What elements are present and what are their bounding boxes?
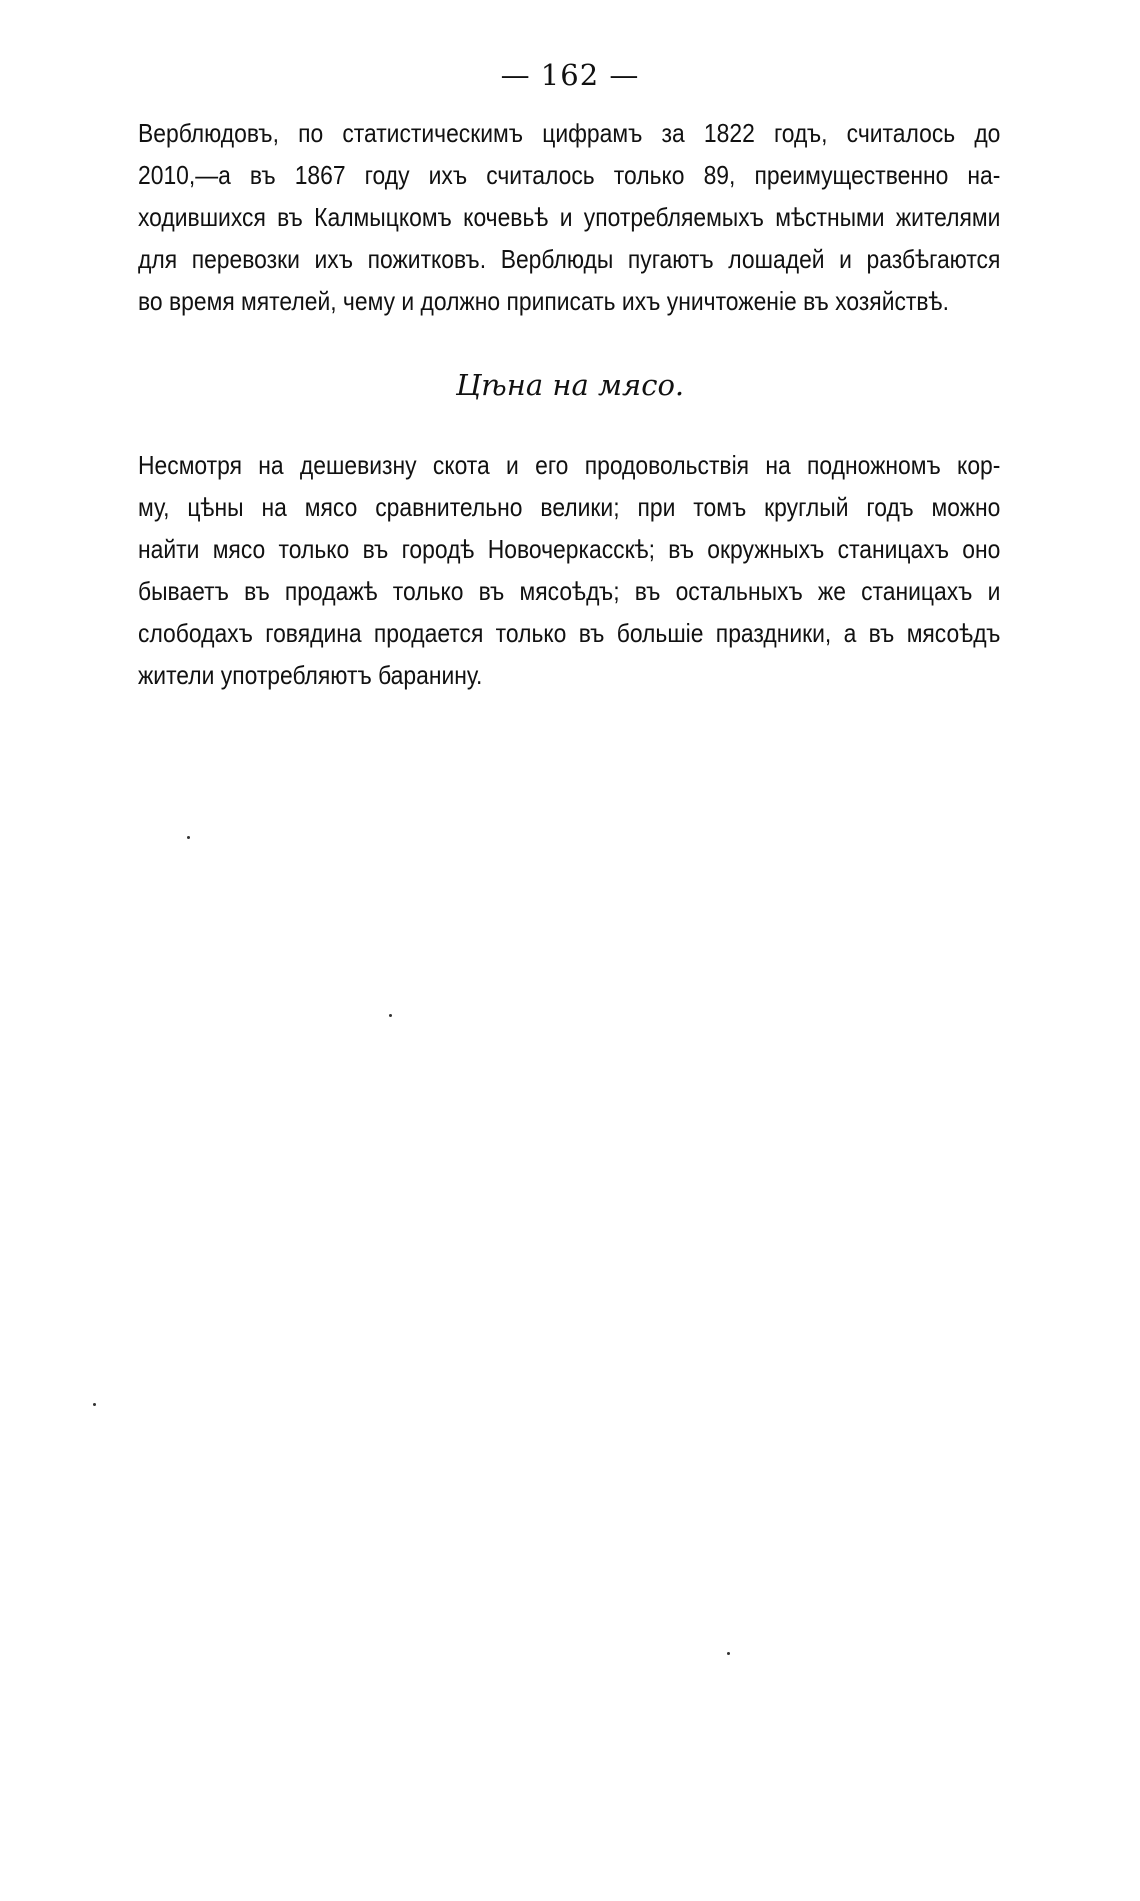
text-line: найти мясо только въ городѣ Новочеркасскѣ; въ окружныхъ станицахъ оно [138, 534, 1001, 564]
text-line: 2010,—а въ 1867 году ихъ считалось только 89, преимущественно на- [138, 160, 1001, 190]
text-line: жители употребляютъ баранину. [138, 660, 483, 690]
paragraph-meat-prices [138, 444, 1000, 696]
text-line: слободахъ говядина продается только въ большіе праздники, а въ мясоѣдъ [138, 618, 1001, 648]
text-line: бываетъ въ продажѣ только въ мясоѣдъ; въ остальныхъ же станицахъ и [138, 576, 1001, 606]
scan-speck [389, 1014, 392, 1017]
text-line: ходившихся въ Калмыцкомъ кочевьѣ и употребляемыхъ мѣстными жителями [138, 202, 1001, 232]
scan-speck [187, 836, 190, 839]
section-heading: Цѣна на мясо. [455, 368, 685, 402]
text-line: Верблюдовъ, по статистическимъ цифрамъ за 1822 годъ, считалось до [138, 118, 1001, 148]
paragraph-camels [138, 112, 1000, 322]
text-line: во время мятелей, чему и должно приписать ихъ уничтоженіе въ хозяйствѣ. [138, 286, 949, 316]
page-number: — 162 — [500, 58, 640, 92]
text-line: для перевозки ихъ пожитковъ. Верблюды пугаютъ лошадей и разбѣгаются [138, 244, 1001, 274]
text-line: му, цѣны на мясо сравнительно велики; при томъ круглый годъ можно [138, 492, 1001, 522]
text-line: Несмотря на дешевизну скота и его продовольствія на подножномъ кор- [138, 450, 1001, 480]
scan-speck [93, 1403, 96, 1406]
scan-speck [727, 1652, 730, 1655]
